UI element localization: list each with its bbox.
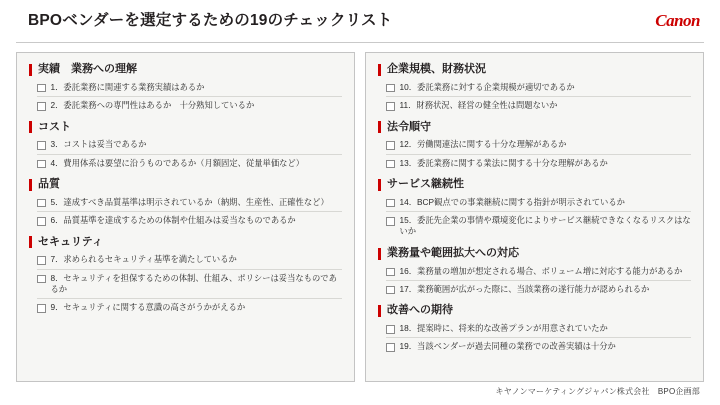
checklist-item[interactable] <box>378 195 691 210</box>
group-title-text: セキュリティ <box>38 235 103 248</box>
checklist-item-label: 10．委託業務に対する企業規模が適切であるか <box>399 81 575 92</box>
checkbox-icon[interactable] <box>386 160 395 169</box>
checklist-item[interactable] <box>29 195 342 210</box>
checklist-item-label: 6．品質基準を達成するための体制や仕組みは妥当なものであるか <box>50 215 296 226</box>
canon-logo: Canon <box>655 11 700 30</box>
checklist-item[interactable] <box>29 98 342 113</box>
group-title-text: 企業規模、財務状況 <box>387 63 486 75</box>
checklist-item[interactable] <box>29 252 342 267</box>
checklist-item[interactable] <box>29 213 342 228</box>
checklist-group-jisseki <box>29 63 342 114</box>
checklist-item[interactable] <box>378 339 691 354</box>
checklist-item-label: 7．求められるセキュリティ基準を満たしているか <box>50 254 237 265</box>
item-divider <box>37 211 342 212</box>
checklist-item[interactable] <box>29 271 342 298</box>
checkbox-icon[interactable] <box>386 102 395 111</box>
item-divider <box>37 298 342 299</box>
item-divider <box>386 211 691 212</box>
checklist-item-label: 18．提案時に、将来的な改善プランが用意されていたか <box>399 323 608 334</box>
checklist-item[interactable] <box>378 156 691 171</box>
checkbox-icon[interactable] <box>37 102 46 111</box>
item-divider <box>37 96 342 97</box>
checklist-item[interactable] <box>378 282 691 297</box>
checkbox-icon[interactable] <box>386 199 395 208</box>
checklist-group-security <box>29 236 342 316</box>
checklist-item-label: 17．業務範囲が広がった際に、当該業務の遂行能力が認められるか <box>399 283 650 294</box>
checklist-group-kaizen <box>378 304 691 355</box>
checklist-group-kigyokibo <box>378 63 691 114</box>
group-title-text: 改善への期待 <box>387 304 453 317</box>
group-title-text: 業務量や範囲拡大への対応 <box>387 246 519 259</box>
checklist-item[interactable] <box>378 321 691 336</box>
item-divider <box>386 96 691 97</box>
red-bar-icon <box>29 64 32 76</box>
checkbox-icon[interactable] <box>37 84 46 93</box>
red-bar-icon <box>378 121 381 133</box>
checklist-item[interactable] <box>378 213 691 240</box>
checklist-group-gyomuryo <box>378 247 691 298</box>
checklist-item[interactable] <box>378 137 691 152</box>
checklist-item-label: 3．コストは妥当であるか <box>50 139 147 150</box>
group-title-text: サービス継続性 <box>387 178 464 190</box>
checkbox-icon[interactable] <box>386 286 395 295</box>
checkbox-icon[interactable] <box>37 256 46 265</box>
slide-header <box>0 0 720 42</box>
checklist-columns <box>16 52 704 382</box>
checkbox-icon[interactable] <box>386 141 395 150</box>
checklist-item-label: 1．委託業務に関連する業務実績はあるか <box>50 81 205 92</box>
red-bar-icon <box>378 64 381 76</box>
item-divider <box>37 269 342 270</box>
checklist-group-horeijunshu <box>378 121 691 172</box>
checkbox-icon[interactable] <box>386 84 395 93</box>
checklist-item-label: 4．費用体系は要望に沿うものであるか（月額固定、従量単価など） <box>50 157 305 168</box>
group-title-text: 品質 <box>38 178 60 190</box>
checklist-item-label: 19．当該ベンダーが過去同種の業務での改善実績は十分か <box>399 341 616 352</box>
checkbox-icon[interactable] <box>37 304 46 313</box>
checklist-item-label: 8．セキュリティを担保するための体制、仕組み、ポリシーは妥当なものであるか <box>50 272 337 294</box>
red-bar-icon <box>378 179 381 191</box>
checklist-group-hinshitsu <box>29 178 342 229</box>
group-heading <box>378 304 691 318</box>
checkbox-icon[interactable] <box>37 160 46 169</box>
group-heading <box>29 178 342 192</box>
page-title: BPOベンダーを選定するための19のチェックリスト <box>28 12 393 30</box>
header-divider <box>16 42 704 43</box>
red-bar-icon <box>378 305 381 317</box>
checklist-item-label: 16．業務量の増加が想定される場合、ボリューム増に対応する能力があるか <box>399 265 683 276</box>
checkbox-icon[interactable] <box>37 217 46 226</box>
checklist-item-label: 14．BCP観点での事業継続に関する指針が明示されているか <box>399 196 625 207</box>
group-heading <box>378 178 691 192</box>
group-heading <box>29 121 342 135</box>
checkbox-icon[interactable] <box>37 199 46 208</box>
group-title-text: コスト <box>38 120 71 133</box>
red-bar-icon <box>378 248 381 260</box>
red-bar-icon <box>29 121 32 133</box>
group-heading <box>29 236 342 250</box>
checklist-item-label: 2．委託業務への専門性はあるか 十分熟知しているか <box>50 100 255 111</box>
checklist-item[interactable] <box>29 137 342 152</box>
item-divider <box>386 280 691 281</box>
checklist-item-label: 5．達成すべき品質基準は明示されているか（納期、生産性、正確性など） <box>50 196 329 207</box>
group-heading <box>378 247 691 261</box>
checkbox-icon[interactable] <box>386 268 395 277</box>
checkbox-icon[interactable] <box>37 275 46 284</box>
checklist-group-cost <box>29 121 342 172</box>
checkbox-icon[interactable] <box>386 325 395 334</box>
group-heading <box>378 63 691 77</box>
checklist-item-label: 13．委託業務に関する業法に関する十分な理解があるか <box>399 157 608 168</box>
item-divider <box>386 154 691 155</box>
checklist-item-label: 12．労働関連法に関する十分な理解があるか <box>399 139 567 150</box>
checklist-item[interactable] <box>378 263 691 278</box>
checkbox-icon[interactable] <box>386 343 395 352</box>
checklist-item[interactable] <box>378 80 691 95</box>
checklist-panel-left <box>16 52 355 382</box>
group-heading <box>29 63 342 77</box>
red-bar-icon <box>29 236 32 248</box>
checkbox-icon[interactable] <box>37 141 46 150</box>
group-title-text: 法令順守 <box>387 120 431 133</box>
red-bar-icon <box>29 179 32 191</box>
checklist-item[interactable] <box>29 300 342 315</box>
checklist-item[interactable] <box>29 156 342 171</box>
item-divider <box>37 154 342 155</box>
checklist-item[interactable] <box>378 98 691 113</box>
checkbox-icon[interactable] <box>386 217 395 226</box>
checklist-item-label: 15．委託先企業の事情や環境変化によりサービス継続できなくなるリスクはないか <box>399 215 691 237</box>
group-heading <box>378 121 691 135</box>
checklist-item-label: 11．財務状況、経営の健全性は問題ないか <box>399 100 558 111</box>
checklist-group-service <box>378 178 691 240</box>
checklist-panel-right <box>365 52 704 382</box>
checklist-item-label: 9．セキュリティに関する意識の高さがうかがえるか <box>50 302 246 313</box>
item-divider <box>386 337 691 338</box>
slide-footer: キヤノンマーケティングジャパン株式会社 BPO企画部 <box>495 387 700 396</box>
group-title-text: 実績 業務への理解 <box>38 63 137 75</box>
checklist-item[interactable] <box>29 80 342 95</box>
